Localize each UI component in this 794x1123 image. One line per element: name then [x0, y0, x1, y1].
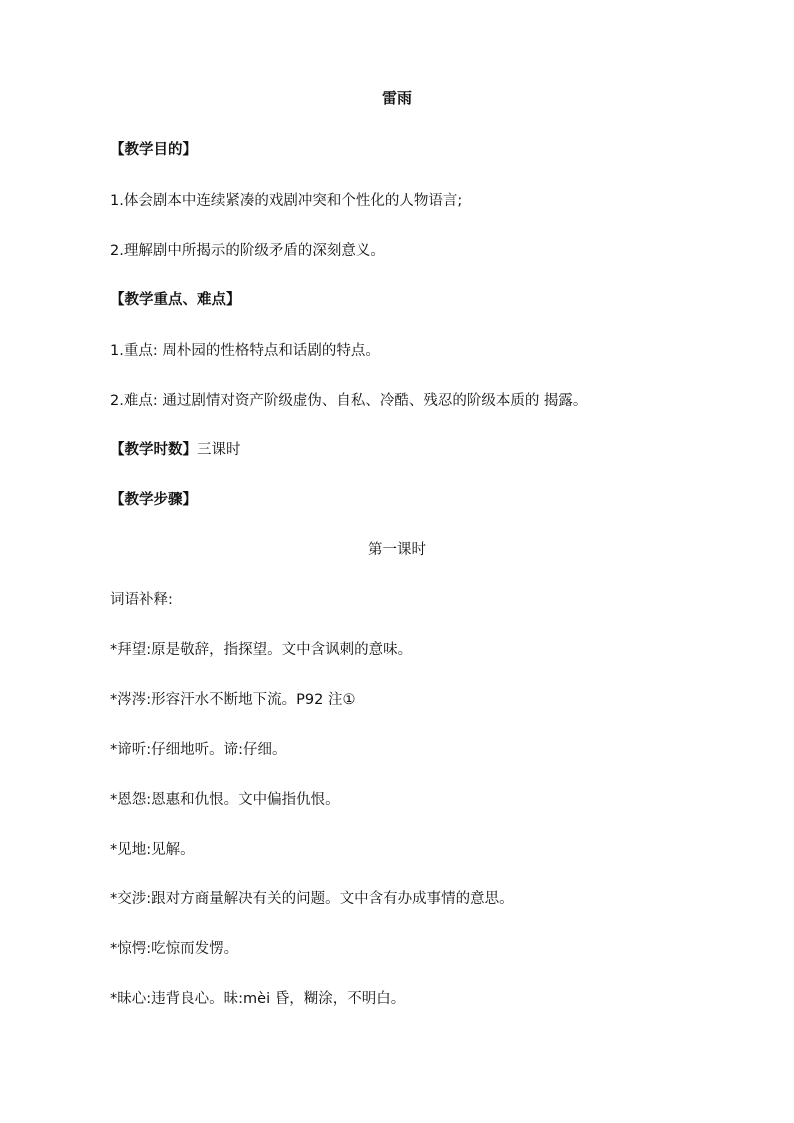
lesson-title: 第一课时	[368, 542, 426, 558]
key-points-heading: 【教学重点、难点】	[110, 292, 241, 308]
document-title: 雷雨	[381, 89, 412, 107]
vocab-item: *惊愕:吃惊而发愣。	[110, 941, 239, 957]
vocab-item: *见地:见解。	[110, 842, 195, 858]
key-point-item: 1.重点: 周朴园的性格特点和话剧的特点。	[110, 343, 380, 359]
vocab-item: *昧心:违背良心。昧:mèi 昏，糊涂，不明白。	[110, 991, 406, 1007]
vocab-item: *拜望:原是敬辞，指探望。文中含讽刺的意味。	[110, 642, 413, 658]
steps-heading: 【教学步骤】	[110, 492, 197, 508]
objective-item: 2.理解剧中所揭示的阶级矛盾的深刻意义。	[110, 243, 385, 259]
key-point-item: 2.难点: 通过剧情对资产阶级虚伪、自私、冷酷、残忍的阶级本质的 揭露。	[110, 393, 588, 409]
teaching-hours-value: 三课时	[197, 442, 241, 458]
objectives-heading: 【教学目的】	[110, 142, 197, 158]
objective-item: 1.体会剧本中连续紧凑的戏剧冲突和个性化的人物语言;	[110, 193, 463, 209]
vocab-item: *交涉:跟对方商量解决有关的问题。文中含有办成事情的意思。	[110, 891, 514, 907]
teaching-hours-heading: 【教学时数】	[110, 442, 197, 458]
vocab-item: *涔涔:形容汗水不断地下流。P92 注①	[110, 692, 356, 708]
teaching-hours	[110, 440, 241, 460]
vocab-item: *恩怨:恩惠和仇恨。文中偏指仇恨。	[110, 792, 340, 808]
vocab-item: *谛听:仔细地听。谛:仔细。	[110, 742, 287, 758]
vocab-label: 词语补释:	[110, 592, 173, 608]
